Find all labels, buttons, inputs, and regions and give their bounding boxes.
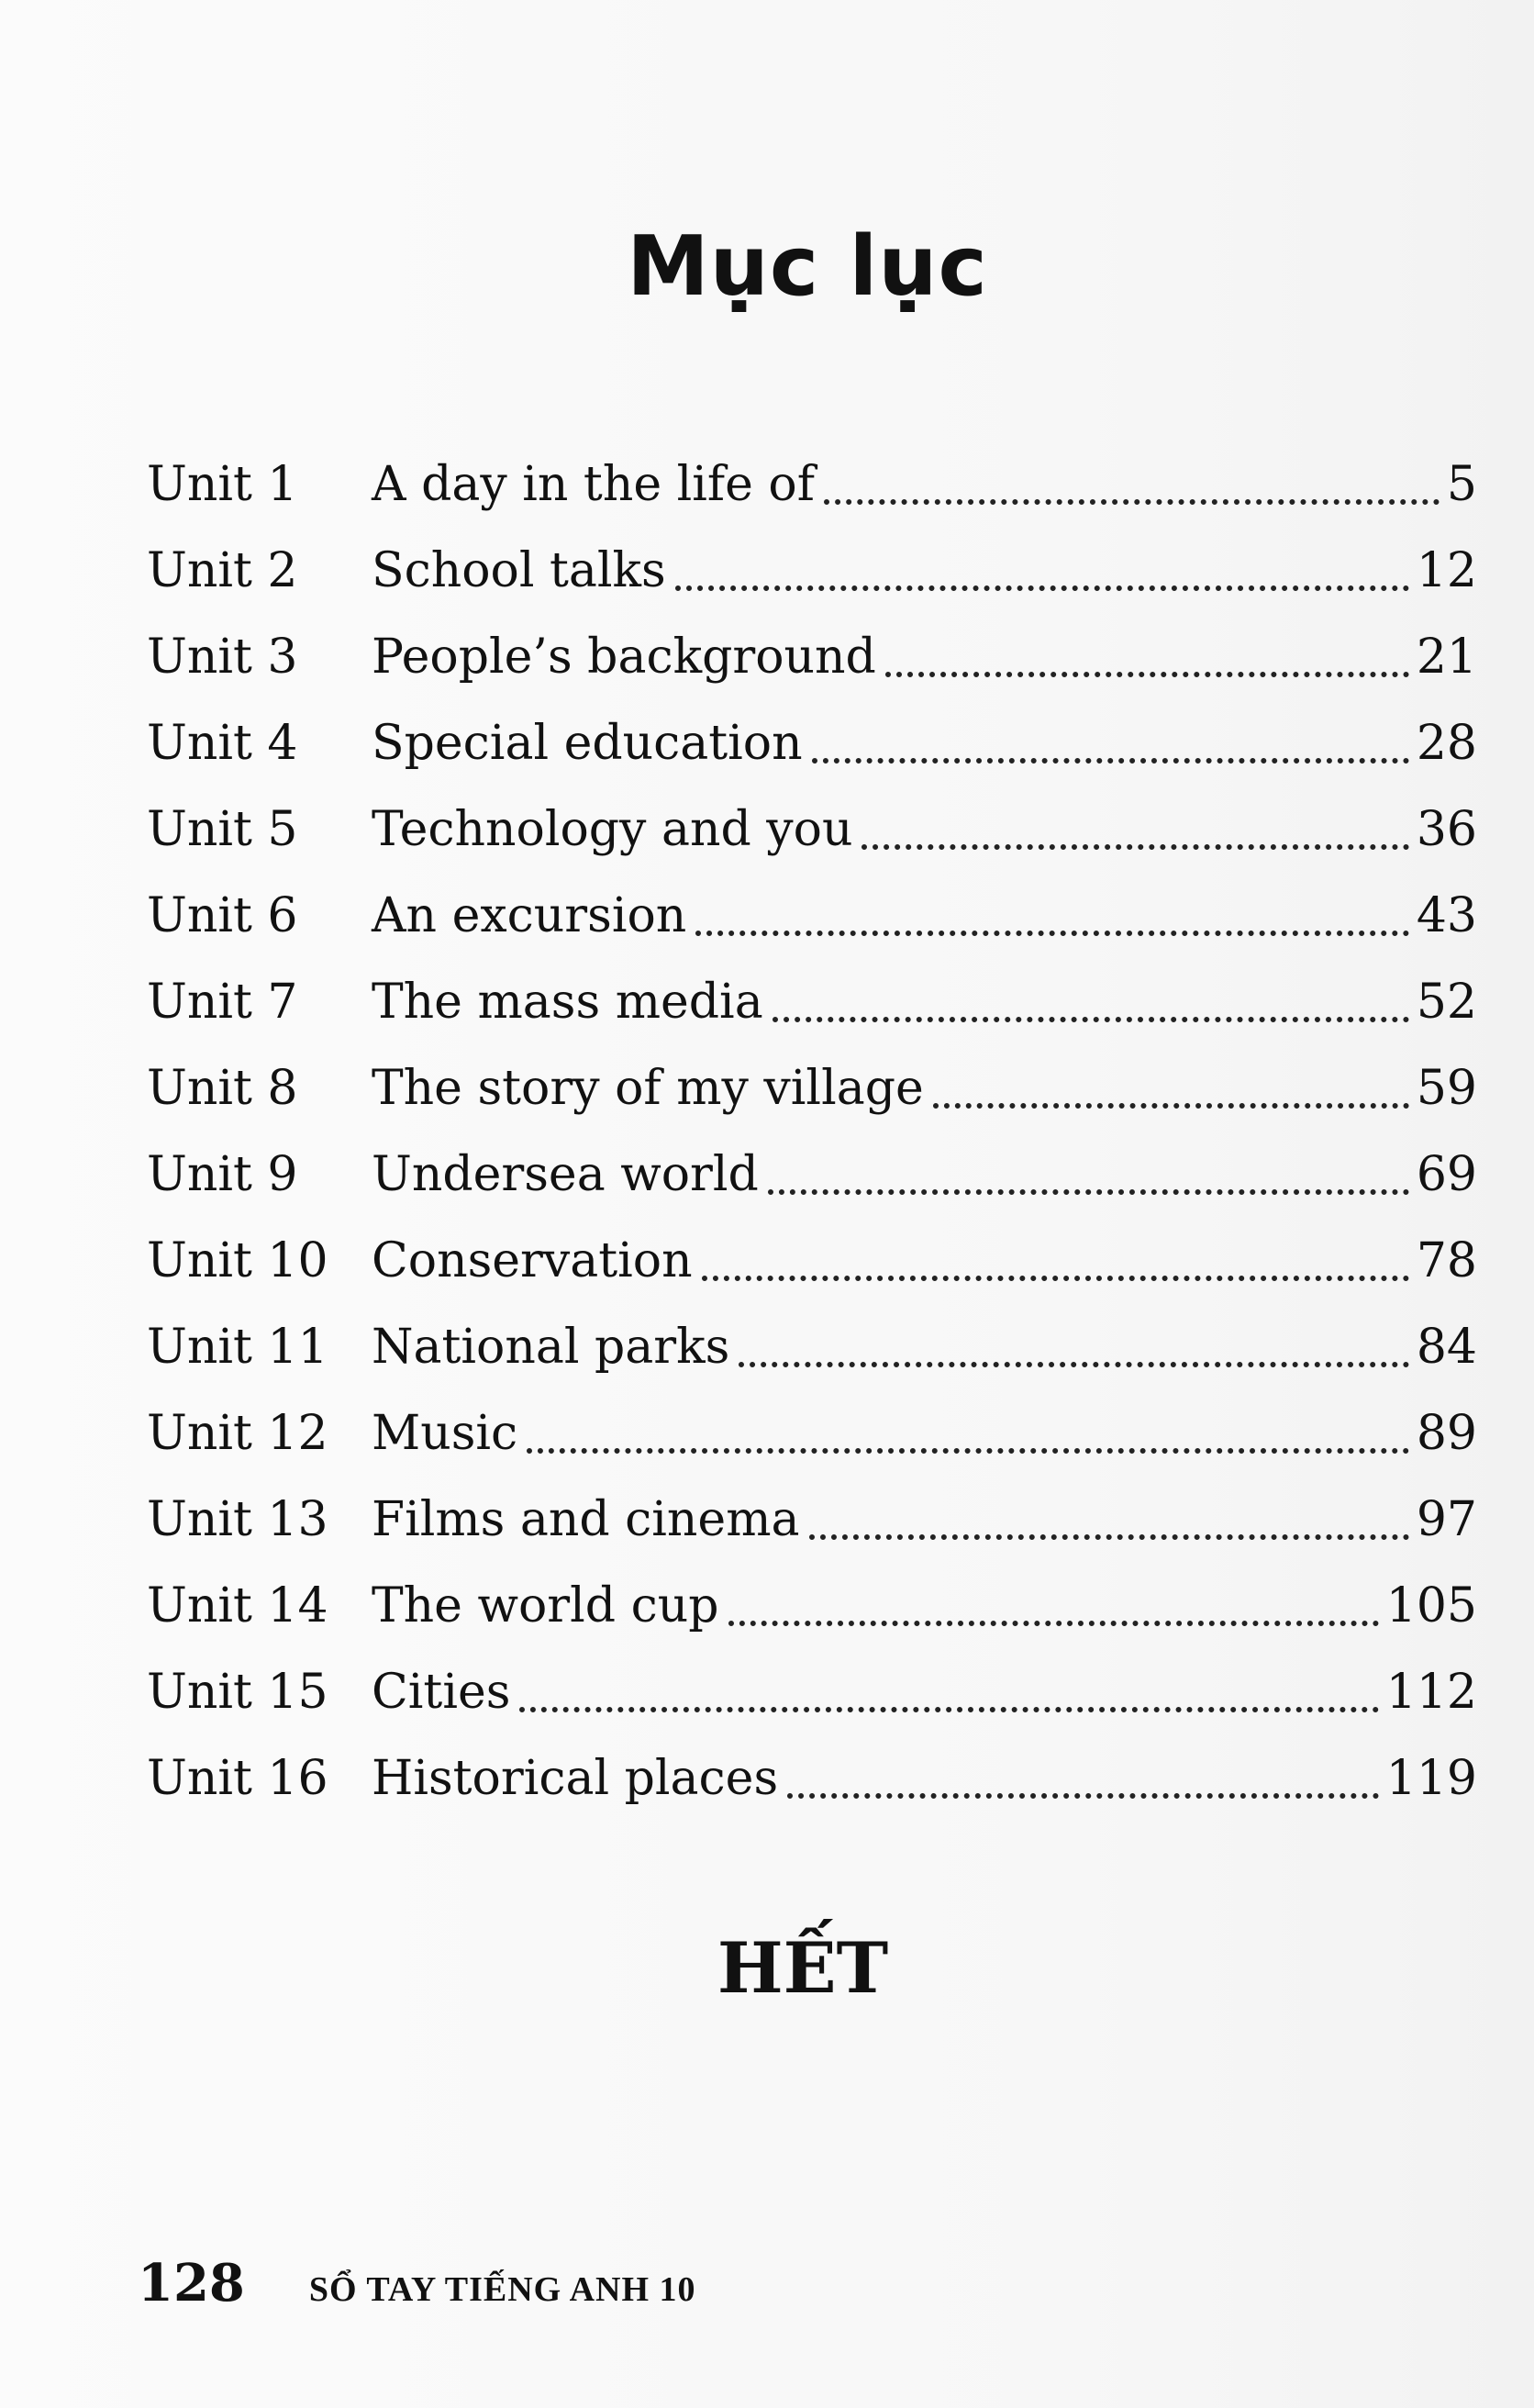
page-footer — [138, 2253, 696, 2313]
toc-leader-dots — [728, 1621, 1379, 1626]
toc-unit-label: Unit 3 — [147, 630, 298, 685]
toc-unit-label: Unit 12 — [147, 1406, 328, 1461]
toc-leader-dots — [933, 1103, 1409, 1109]
toc-leader-dots — [773, 1017, 1409, 1022]
toc-leader-dots — [861, 844, 1408, 850]
toc-title: Music — [372, 1406, 518, 1461]
toc-title: The world cup — [372, 1578, 719, 1633]
toc-unit-label: Unit 16 — [147, 1751, 328, 1806]
toc-page-number: 59 — [1416, 1061, 1477, 1116]
toc-leader-dots — [702, 1276, 1409, 1281]
toc-row — [147, 1371, 1477, 1461]
end-mark: HẾT — [717, 1927, 889, 2009]
footer-page-number: 128 — [138, 2253, 245, 2313]
toc-unit-label: Unit 9 — [147, 1147, 298, 1202]
toc-unit-label: Unit 2 — [147, 543, 298, 598]
toc-unit-label: Unit 1 — [147, 457, 298, 512]
toc-title: Undersea world — [372, 1147, 759, 1202]
toc-page-number: 78 — [1416, 1233, 1477, 1288]
toc-leader-dots — [885, 672, 1409, 677]
toc-leader-dots — [695, 931, 1409, 936]
toc-leader-dots — [768, 1189, 1409, 1195]
toc-leader-dots — [812, 758, 1409, 764]
toc-row — [147, 1112, 1477, 1202]
toc-title: An excursion — [372, 888, 687, 943]
toc-leader-dots — [739, 1362, 1408, 1367]
table-of-contents — [147, 422, 1477, 1806]
toc-unit-label: Unit 11 — [147, 1320, 328, 1375]
toc-row — [147, 1026, 1477, 1116]
toc-page-number: 43 — [1416, 888, 1477, 943]
toc-page-number: 36 — [1416, 802, 1477, 857]
toc-title: Special education — [372, 716, 803, 771]
toc-leader-dots — [787, 1793, 1379, 1799]
toc-unit-label: Unit 14 — [147, 1578, 328, 1633]
toc-unit-label: Unit 5 — [147, 802, 298, 857]
toc-row — [147, 422, 1477, 512]
toc-page-number: 28 — [1416, 716, 1477, 771]
toc-row — [147, 767, 1477, 857]
toc-leader-dots — [527, 1448, 1409, 1454]
toc-title: A day in the life of — [372, 457, 815, 512]
toc-leader-dots — [675, 585, 1409, 591]
toc-row — [147, 681, 1477, 771]
toc-row — [147, 1630, 1477, 1720]
toc-row — [147, 853, 1477, 943]
toc-page-number: 97 — [1416, 1492, 1477, 1547]
toc-leader-dots — [519, 1707, 1378, 1712]
toc-page-number: 84 — [1416, 1320, 1477, 1375]
toc-row — [147, 508, 1477, 598]
toc-row — [147, 1457, 1477, 1547]
toc-title: National parks — [372, 1320, 730, 1375]
toc-unit-label: Unit 4 — [147, 716, 298, 771]
toc-unit-label: Unit 7 — [147, 975, 298, 1030]
toc-page-number: 5 — [1446, 457, 1477, 512]
toc-row — [147, 940, 1477, 1030]
toc-title: Technology and you — [372, 802, 853, 857]
toc-title: The story of my village — [372, 1061, 924, 1116]
toc-row — [147, 1716, 1477, 1806]
toc-page-number: 119 — [1385, 1751, 1477, 1806]
toc-page-number: 52 — [1416, 975, 1477, 1030]
footer-book-title: SỔ TAY TIẾNG ANH 10 — [308, 2270, 696, 2309]
toc-unit-label: Unit 8 — [147, 1061, 298, 1116]
toc-title: Historical places — [372, 1751, 779, 1806]
toc-title: Conservation — [372, 1233, 693, 1288]
toc-page-number: 89 — [1416, 1406, 1477, 1461]
toc-page-number: 12 — [1416, 543, 1477, 598]
toc-title: People’s background — [372, 630, 876, 685]
toc-unit-label: Unit 15 — [147, 1665, 328, 1720]
page-title: Mục lục — [627, 218, 988, 315]
toc-row — [147, 1198, 1477, 1288]
toc-page-number: 105 — [1385, 1578, 1477, 1633]
toc-page-number: 21 — [1416, 630, 1477, 685]
toc-row — [147, 1544, 1477, 1633]
toc-page-number: 69 — [1416, 1147, 1477, 1202]
toc-title: Films and cinema — [372, 1492, 800, 1547]
toc-page-number: 112 — [1385, 1665, 1477, 1720]
toc-row — [147, 595, 1477, 685]
toc-unit-label: Unit 13 — [147, 1492, 328, 1547]
toc-title: School talks — [372, 543, 666, 598]
toc-unit-label: Unit 6 — [147, 888, 298, 943]
toc-title: Cities — [372, 1665, 511, 1720]
toc-row — [147, 1285, 1477, 1375]
toc-title: The mass media — [372, 975, 763, 1030]
toc-leader-dots — [824, 499, 1440, 505]
toc-unit-label: Unit 10 — [147, 1233, 328, 1288]
toc-leader-dots — [809, 1534, 1409, 1540]
